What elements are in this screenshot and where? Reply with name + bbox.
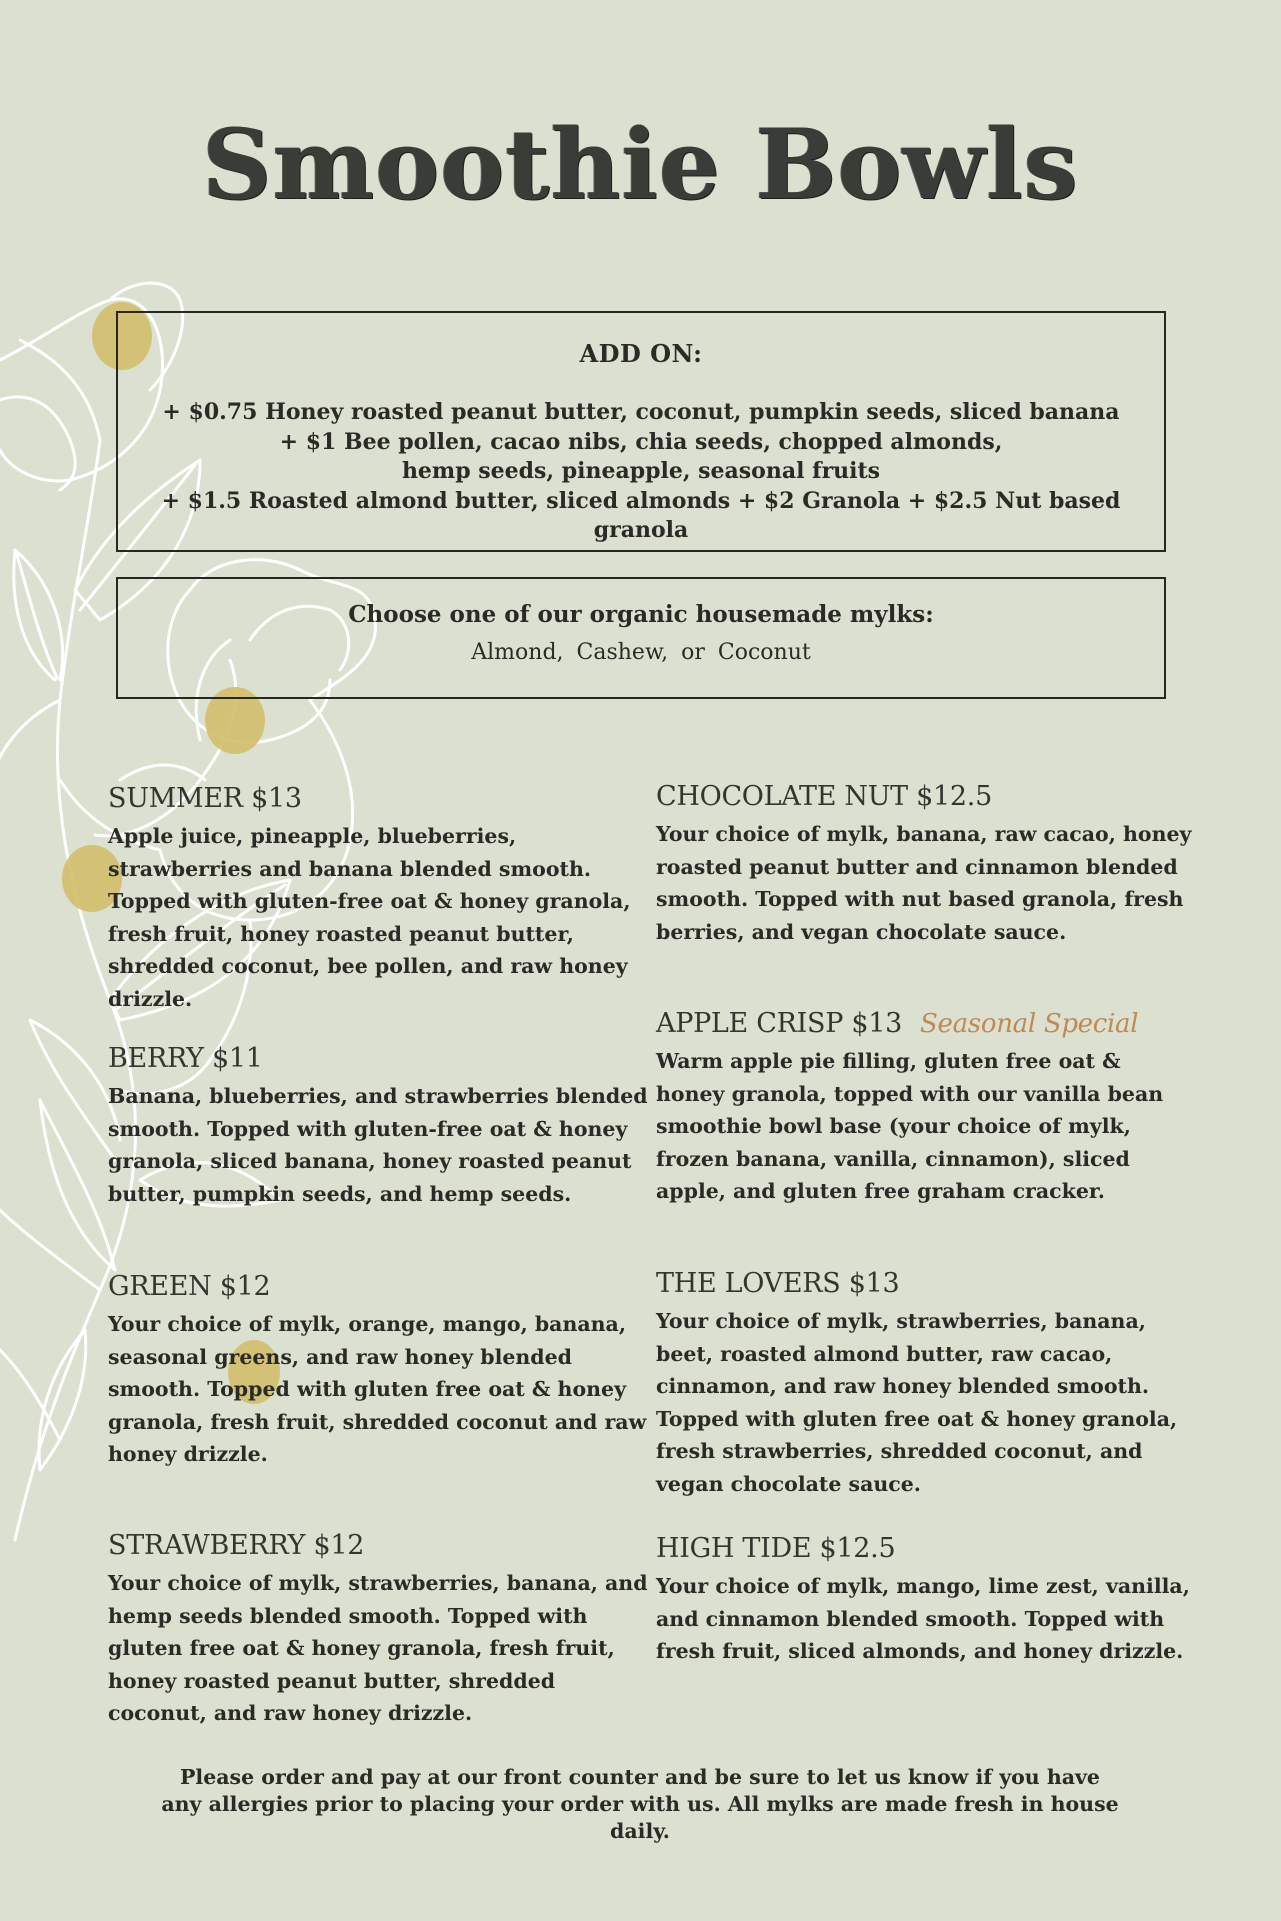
mylk-box xyxy=(116,577,1166,699)
menu-item-chocolate-nut xyxy=(656,781,1196,948)
menu-item-title: SUMMER $13 xyxy=(108,783,302,814)
menu-item-high-tide xyxy=(656,1533,1196,1668)
menu-item-title: THE LOVERS $13 xyxy=(656,1268,900,1299)
mylk-options: Almond, Cashew, or Coconut xyxy=(471,640,811,665)
menu-item-title: CHOCOLATE NUT $12.5 xyxy=(656,781,992,812)
menu-item-strawberry xyxy=(108,1530,648,1730)
menu-item-description: Your choice of mylk, orange, mango, banana, seasonal greens, and raw honey blended smooth. Topped with gluten free oat & honey granola, fresh fruit, shredded coconut and raw honey drizzle. xyxy=(108,1312,647,1466)
menu-item-title-row xyxy=(656,1008,1196,1039)
menu-item-title: GREEN $12 xyxy=(108,1271,271,1302)
menu-item-berry xyxy=(108,1043,648,1210)
add-on-box xyxy=(116,311,1166,552)
menu-item-the-lovers xyxy=(656,1268,1196,1500)
menu-item-description: Your choice of mylk, banana, raw cacao, honey roasted peanut butter and cinnamon blended smooth. Topped with nut based granola, fresh berries, and vegan chocolate sauce. xyxy=(656,822,1192,944)
menu-item-title: BERRY $11 xyxy=(108,1043,263,1074)
mylk-heading: Choose one of our organic housemade mylks: xyxy=(348,601,934,628)
add-on-line: hemp seeds, pineapple, seasonal fruits xyxy=(401,458,881,484)
menu-item-title: HIGH TIDE $12.5 xyxy=(656,1533,896,1564)
menu-item-description: Warm apple pie filling, gluten free oat & honey granola, topped with our vanilla bean smoothie bowl base (your choice of mylk, frozen banana, vanilla, cinnamon), sliced apple, and gluten free graham cracker. xyxy=(656,1049,1164,1203)
add-on-line: + $1 Bee pollen, cacao nibs, chia seeds, chopped almonds, xyxy=(279,428,1003,455)
seasonal-special-badge: Seasonal Special xyxy=(920,1009,1139,1039)
add-on-heading: ADD ON: xyxy=(579,339,703,368)
add-on-list xyxy=(118,398,1164,546)
menu-item-apple-crisp xyxy=(656,1008,1196,1208)
footer-note: Please order and pay at our front counter and be sure to let us know if you have any allergies prior to placing your order with us. All mylks are made fresh in house daily. xyxy=(161,1765,1119,1843)
menu-item-description: Banana, blueberries, and strawberries blended smooth. Topped with gluten-free oat & honey granola, sliced banana, honey roasted peanut butter, pumpkin seeds, and hemp seeds. xyxy=(108,1084,648,1206)
page-title: Smoothie Bowls xyxy=(202,108,1079,221)
add-on-line: + $1.5 Roasted almond butter, sliced almonds + $2 Granola + $2.5 Nut based granola xyxy=(161,487,1121,543)
menu-item-description: Your choice of mylk, strawberries, banana, beet, roasted almond butter, raw cacao, cinnamon, and raw honey blended smooth. Topped with gluten free oat & honey granola, fresh strawberries, shredded coconut, and vegan chocolate sauce. xyxy=(656,1309,1178,1496)
menu-item-description: Apple juice, pineapple, blueberries, strawberries and banana blended smooth. Topped with gluten-free oat & honey granola, fresh fruit, honey roasted peanut butter, shredded coconut, bee pollen, and raw honey drizzle. xyxy=(108,824,631,1011)
add-on-line: + $0.75 Honey roasted peanut butter, coconut, pumpkin seeds, sliced banana xyxy=(162,399,1120,425)
menu-item-summer xyxy=(108,783,648,1015)
menu-item-title: APPLE CRISP $13 xyxy=(656,1008,902,1039)
menu-item-title: STRAWBERRY $12 xyxy=(108,1530,365,1561)
menu-item-green xyxy=(108,1271,648,1471)
menu-item-description: Your choice of mylk, mango, lime zest, vanilla, and cinnamon blended smooth. Topped with fresh fruit, sliced almonds, and honey drizzle. xyxy=(656,1574,1190,1663)
menu-item-description: Your choice of mylk, strawberries, banana, and hemp seeds blended smooth. Topped with gluten free oat & honey granola, fresh fruit, honey roasted peanut butter, shredded coconut, and raw honey drizzle. xyxy=(108,1571,648,1725)
